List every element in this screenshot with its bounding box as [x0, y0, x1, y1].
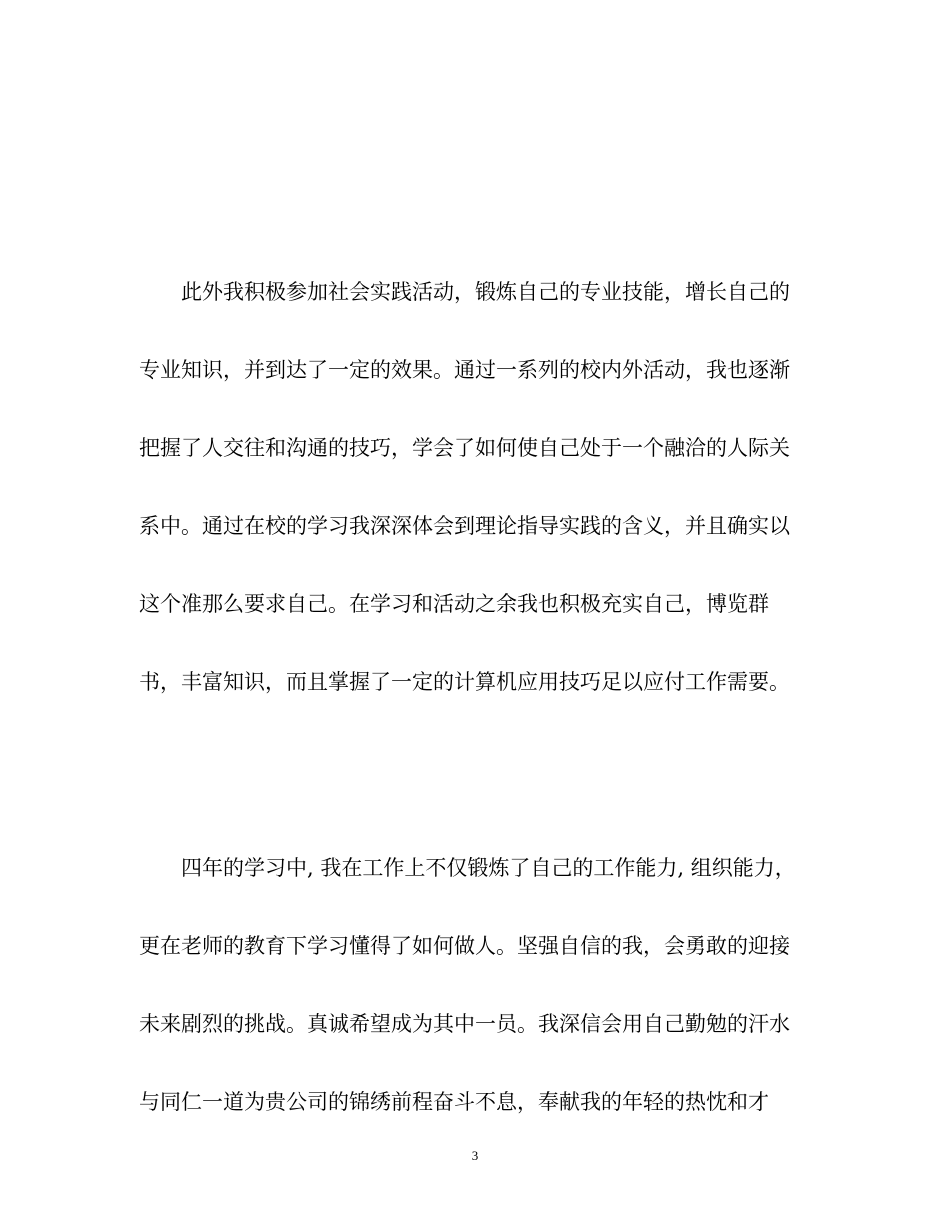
paragraph-social-practice — [139, 271, 819, 739]
text-line: 未来剧烈的挑战。真诚希望成为其中一员。我深信会用自己勤勉的汗水 — [139, 1012, 790, 1036]
text-line: 书，丰富知识，而且掌握了一定的计算机应用技巧足以应付工作需要。 — [139, 670, 790, 694]
text-line: 四年的学习中, 我在工作上不仅锻炼了自己的工作能力, 组织能力， — [181, 856, 796, 880]
text-line: 系中。通过在校的学习我深深体会到理论指导实践的含义，并且确实以 — [139, 514, 790, 538]
paragraph-four-years-study — [139, 847, 819, 1159]
text-line: 这个准那么要求自己。在学习和活动之余我也积极充实自己，博览群 — [139, 592, 769, 616]
text-line: 把握了人交往和沟通的技巧，学会了如何使自己处于一个融洽的人际关 — [139, 436, 790, 460]
text-line: 专业知识，并到达了一定的效果。通过一系列的校内外活动，我也逐渐 — [139, 358, 790, 382]
text-line: 此外我积极参加社会实践活动，锻炼自己的专业技能，增长自己的 — [181, 280, 790, 304]
text-line: 更在老师的教育下学习懂得了如何做人。坚强自信的我，会勇敢的迎接 — [139, 934, 790, 958]
page-number: 3 — [471, 1148, 479, 1163]
text-line: 与同仁一道为贵公司的锦绣前程奋斗不息，奉献我的年轻的热忱和才 — [139, 1090, 769, 1114]
